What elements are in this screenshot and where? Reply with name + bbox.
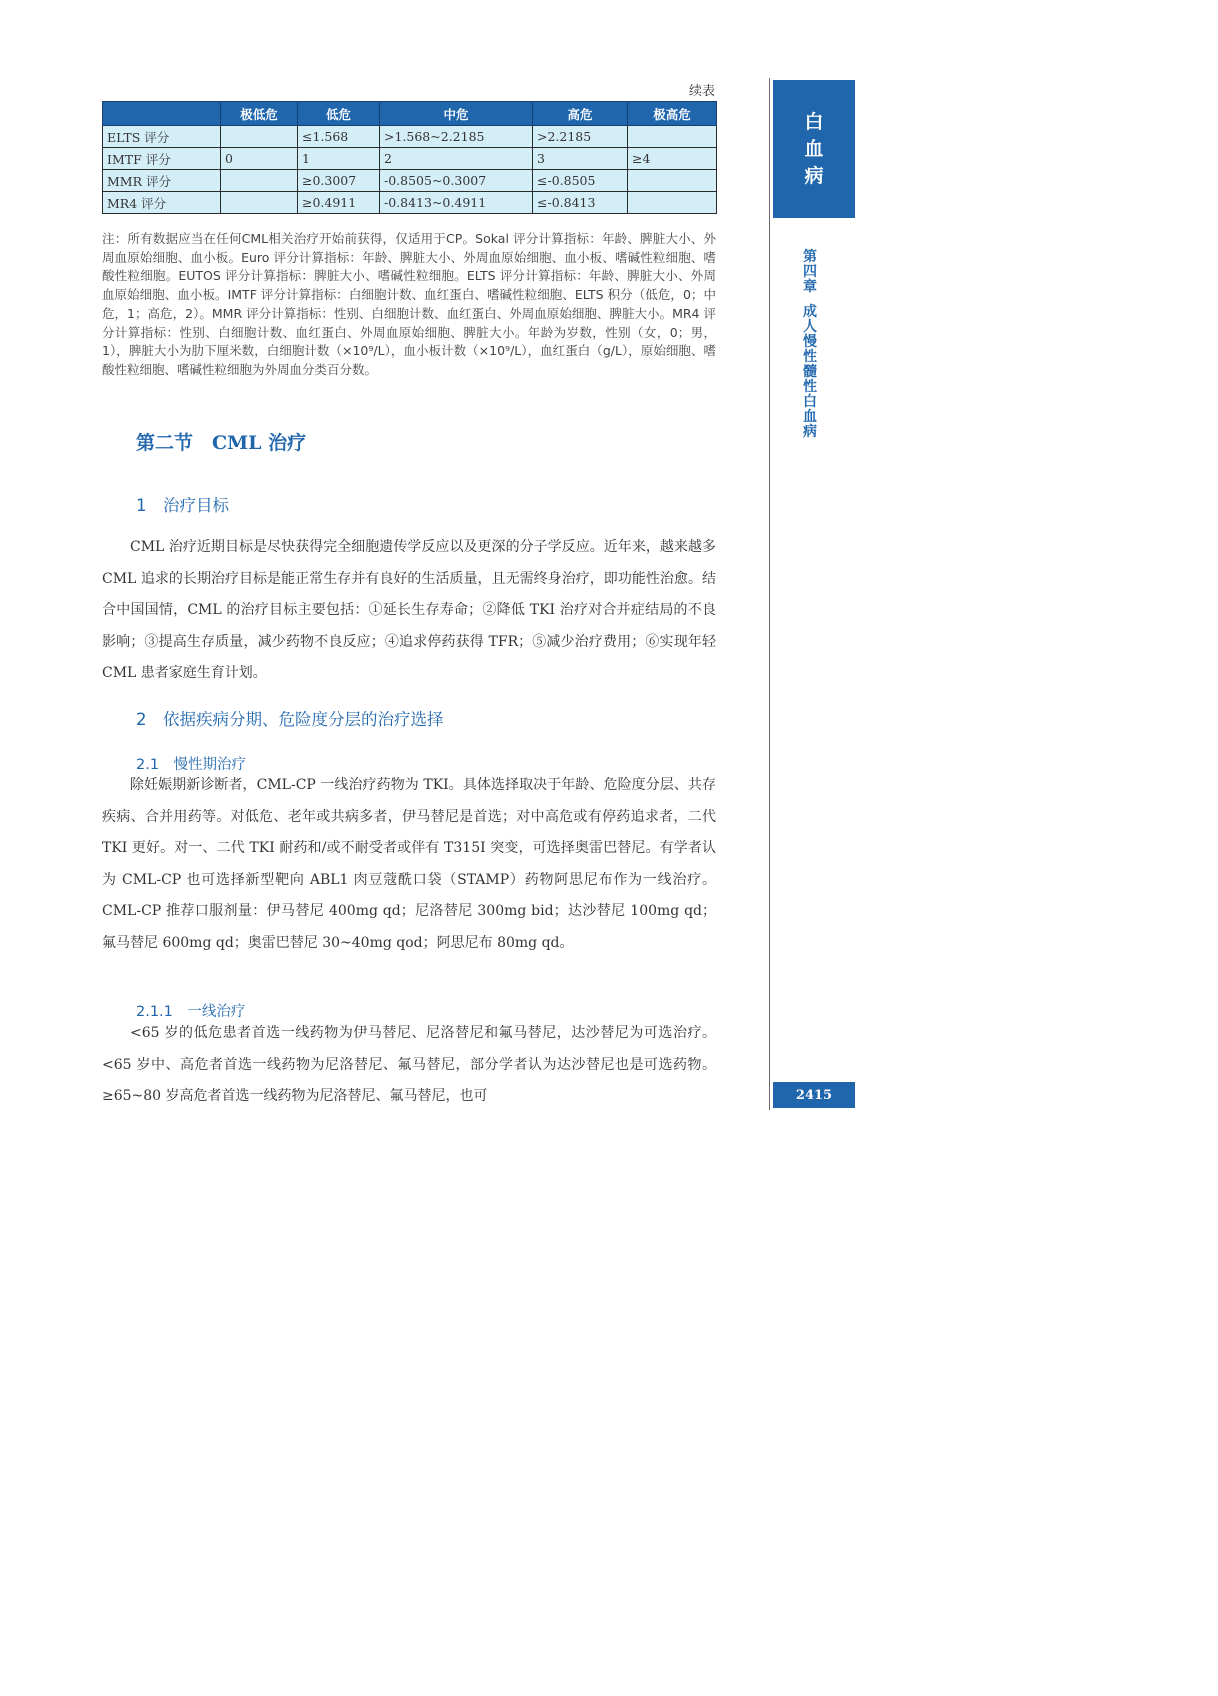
table-header-row <box>103 102 717 126</box>
chapter-char: 四 <box>803 264 817 280</box>
table-cell: >1.568~2.2185 <box>380 126 533 148</box>
chapter-char: 病 <box>803 424 817 440</box>
table-row <box>103 126 717 148</box>
chapter-char: 成 <box>803 304 817 320</box>
chapter-char: 白 <box>803 394 817 410</box>
risk-score-table <box>102 101 717 214</box>
table-header-cell: 低危 <box>298 102 380 126</box>
table-cell <box>221 170 298 192</box>
table-header-cell: 中危 <box>380 102 533 126</box>
sidebar-tab-char: 病 <box>804 164 824 187</box>
continued-label: 续表 <box>688 84 715 99</box>
table-cell: ELTS 评分 <box>103 126 221 148</box>
sidebar-tab-char: 白 <box>804 110 824 133</box>
table-cell: >2.2185 <box>533 126 628 148</box>
paragraph-treatment-goal: CML 治疗近期目标是尽快获得完全细胞遗传学反应以及更深的分子学反应。近年来，越来越多 CML 追求的长期治疗目标是能正常生存并有良好的生活质量，且无需终身治疗，即功能性治愈。结合中国国情，CML 的治疗目标主要包括：①延长生存寿命；②降低 TKI 治疗对合并症结局的不良影响；③提高生存质量，减少药物不良反应；④追求停药获得 TFR；⑤减少治疗费用；⑥实现年轻 CML 患者家庭生育计划。 <box>102 539 716 681</box>
chapter-char: 第 <box>803 249 817 265</box>
table-cell: 0 <box>221 148 298 170</box>
chapter-char: 血 <box>803 409 817 425</box>
heading-first-line: 2.1.1 一线治疗 <box>136 1004 246 1020</box>
table-header-cell: 高危 <box>533 102 628 126</box>
sidebar-divider <box>769 78 770 1110</box>
chapter-char: 人 <box>803 319 817 335</box>
table-cell: 2 <box>380 148 533 170</box>
table-cell: ≥4 <box>628 148 717 170</box>
chapter-char: 慢 <box>803 334 817 350</box>
table-cell: MMR 评分 <box>103 170 221 192</box>
table-cell: MR4 评分 <box>103 192 221 214</box>
table-cell <box>221 192 298 214</box>
sidebar-chapter-title <box>798 250 822 440</box>
table-header-cell: 极高危 <box>628 102 717 126</box>
table-row <box>103 170 717 192</box>
page-number: 2415 <box>773 1082 855 1108</box>
table-cell: ≥0.4911 <box>298 192 380 214</box>
table-row <box>103 192 717 214</box>
table-cell: -0.8413~0.4911 <box>380 192 533 214</box>
chapter-char: 章 <box>803 279 817 295</box>
section-title: 第二节 CML 治疗 <box>136 432 307 454</box>
table-cell: 1 <box>298 148 380 170</box>
paragraph-first-line: <65 岁的低危患者首选一线药物为伊马替尼、尼洛替尼和氟马替尼，达沙替尼为可选治疗。<65 岁中、高危者首选一线药物为尼洛替尼、氟马替尼，部分学者认为达沙替尼也是可选药物。≥65~80 岁高危者首选一线药物为尼洛替尼、氟马替尼，也可 <box>102 1025 716 1104</box>
heading-treatment-goal: 1 治疗目标 <box>136 496 229 515</box>
heading-stage-treatment: 2 依据疾病分期、危险度分层的治疗选择 <box>136 710 444 729</box>
table-cell: ≤1.568 <box>298 126 380 148</box>
table-footnote: 注：所有数据应当在任何CML相关治疗开始前获得，仅适用于CP。Sokal 评分计算指标：年龄、脾脏大小、外周血原始细胞、血小板。Euro 评分计算指标：年龄、脾脏大小、外周血原始细胞、血小板、嗜碱性粒细胞、嗜酸性粒细胞。EUTOS 评分计算指标：脾脏大小、嗜碱性粒细胞。ELTS 评分计算指标：年龄、脾脏大小、外周血原始细胞、血小板。IMTF 评分计算指标：白细胞计数、血红蛋白、嗜碱性粒细胞、ELTS 积分（低危，0；中危，1；高危，2）。MMR 评分计算指标：性别、白细胞计数、血红蛋白、外周血原始细胞、脾脏大小。MR4 评分计算指标：性别、白细胞计数、血红蛋白、外周血原始细胞、脾脏大小。年龄为岁数，性别（女，0；男，1），脾脏大小为肋下厘米数，白细胞计数（×10⁹/L），血小板计数（×10⁹/L），血红蛋白（g/L），原始细胞、嗜酸性粒细胞、嗜碱性粒细胞为外周血分类百分数。 <box>102 231 716 377</box>
table-cell: ≤-0.8505 <box>533 170 628 192</box>
sidebar-section-tab <box>773 80 855 218</box>
table-row <box>103 148 717 170</box>
chapter-char: 性 <box>803 349 817 365</box>
table-cell <box>628 192 717 214</box>
table-cell: ≤-0.8413 <box>533 192 628 214</box>
table-cell: 3 <box>533 148 628 170</box>
chapter-char: 性 <box>803 379 817 395</box>
heading-chronic-phase: 2.1 慢性期治疗 <box>136 757 247 773</box>
sidebar-tab-char: 血 <box>804 137 824 160</box>
table-header-cell: 极低危 <box>221 102 298 126</box>
table-cell: -0.8505~0.3007 <box>380 170 533 192</box>
chapter-char: 髓 <box>803 364 817 380</box>
table-cell: ≥0.3007 <box>298 170 380 192</box>
paragraph-chronic-phase: 除妊娠期新诊断者，CML-CP 一线治疗药物为 TKI。具体选择取决于年龄、危险度分层、共存疾病、合并用药等。对低危、老年或共病多者，伊马替尼是首选；对中高危或有停药追求者，二代 TKI 更好。对一、二代 TKI 耐药和/或不耐受者或伴有 T315I 突变，可选择奥雷巴替尼。有学者认为 CML-CP 也可选择新型靶向 ABL1 肉豆蔻酰口袋（STAMP）药物阿思尼布作为一线治疗。CML-CP 推荐口服剂量：伊马替尼 400mg qd；尼洛替尼 300mg bid；达沙替尼 100mg qd；氟马替尼 600mg qd；奥雷巴替尼 30~40mg qod；阿思尼布 80mg qd。 <box>102 777 716 951</box>
table-cell <box>628 170 717 192</box>
table-cell <box>221 126 298 148</box>
table-header-cell <box>103 102 221 126</box>
table-cell <box>628 126 717 148</box>
table-cell: IMTF 评分 <box>103 148 221 170</box>
